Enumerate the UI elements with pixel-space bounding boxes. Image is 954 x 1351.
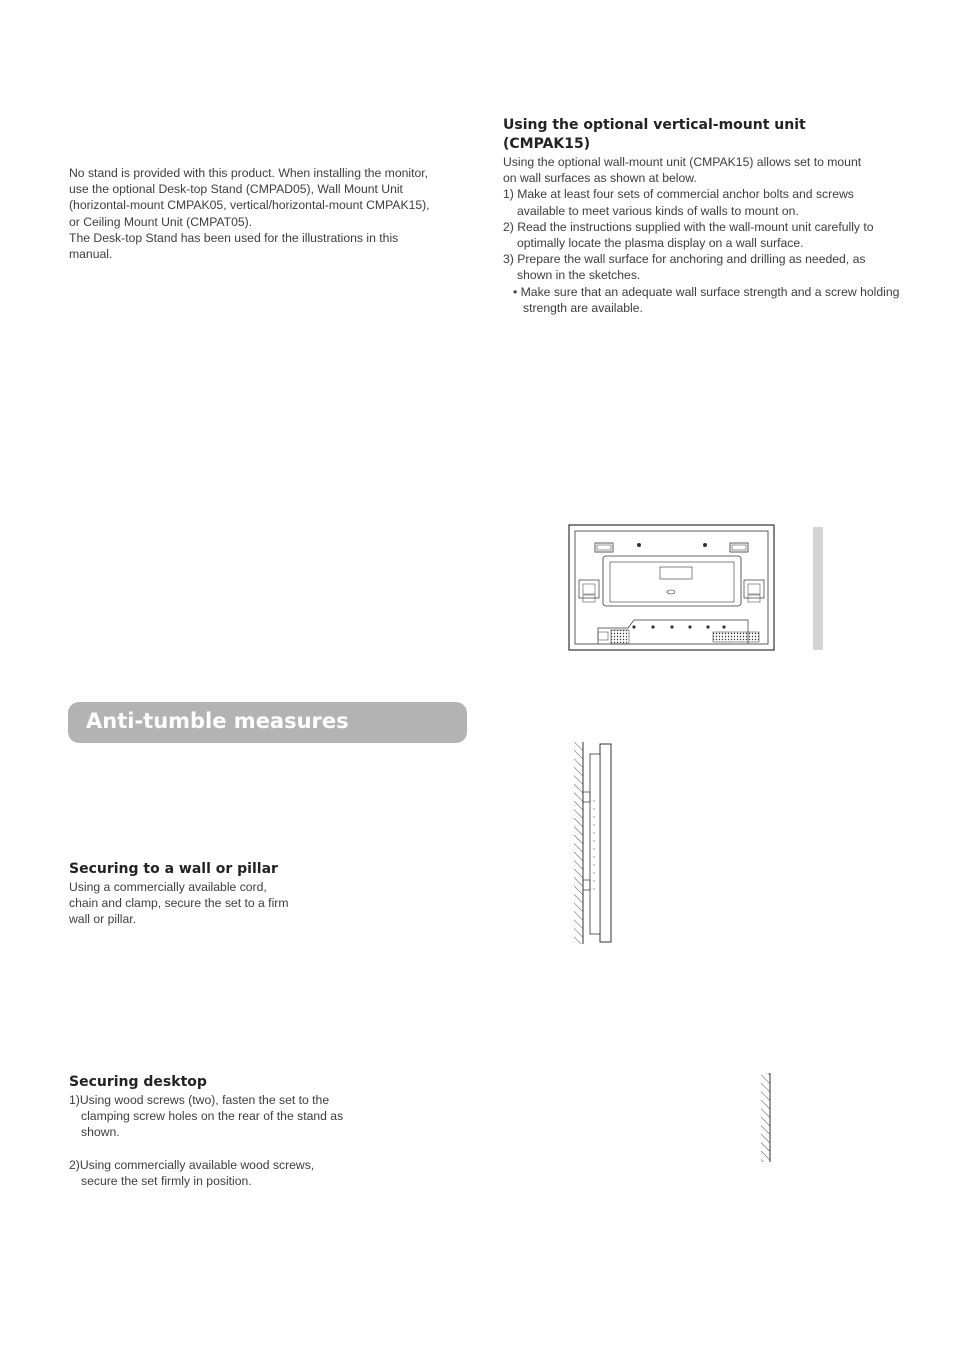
vertical-mount-note: • Make sure that an adequate wall surface strength and a screw holding strength are available.: [513, 284, 900, 315]
vertical-mount-step: 1) Make at least four sets of commercial anchor bolts and screws available to meet various kinds of walls to mount on.: [503, 187, 854, 218]
intro-line: The Desk-top Stand has been used for the illustrations in this: [69, 230, 399, 245]
intro-paragraph: [69, 165, 469, 262]
wall-pillar-line: wall or pillar.: [69, 912, 137, 927]
desktop-step: 2)Using commercially available wood screws, secure the set firmly in position.: [69, 1157, 315, 1188]
intro-line: use the optional Desk-top Stand (CMPAD05), Wall Mount Unit: [69, 182, 403, 197]
wall-pillar-section: [69, 860, 329, 928]
intro-line: No stand is provided with this product. When installing the monitor,: [69, 166, 429, 180]
vertical-mount-step: 2) Read the instructions supplied with the wall-mount unit carefully to optimally locate the plasma display on a wall surface.: [503, 219, 874, 251]
intro-line: (horizontal-mount CMPAK05, vertical/horizontal-mount CMPAK15),: [69, 198, 430, 213]
wall-pillar-body: [69, 879, 329, 928]
intro-line: or Ceiling Mount Unit (CMPAT05).: [69, 214, 253, 229]
vertical-mount-title: Using the optional vertical-mount unit (CMPAK15): [503, 117, 806, 152]
desktop-body: [69, 1092, 354, 1189]
desktop-title: Securing desktop: [69, 1074, 207, 1090]
desktop-step: 1)Using wood screws (two), fasten the set to the clamping screw holes on the rear of the stand as shown.: [69, 1093, 344, 1140]
wall-pillar-title: Securing to a wall or pillar: [69, 861, 278, 877]
vertical-mount-body: [503, 154, 903, 316]
gray-side-bar: [813, 527, 823, 650]
wall-mount-side-illustration: [572, 740, 614, 946]
vertical-mount-intro: Using the optional wall-mount unit (CMPAK15) allows set to mount: [503, 155, 862, 169]
desktop-wall-illustration: [758, 1072, 774, 1164]
monitor-rear-illustration: [568, 524, 778, 652]
desktop-section: [69, 1073, 354, 1189]
intro-line: manual.: [69, 247, 113, 262]
wall-pillar-line: Using a commercially available cord,: [69, 880, 267, 894]
anti-tumble-title: Anti-tumble measures: [86, 709, 349, 733]
vertical-mount-section: [503, 116, 903, 316]
wall-pillar-line: chain and clamp, secure the set to a firm: [69, 896, 289, 911]
vertical-mount-step: 3) Prepare the wall surface for anchoring and drilling as needed, as shown in the sketches.: [503, 252, 866, 283]
anti-tumble-banner: [68, 702, 467, 743]
desktop-spacer: [69, 1141, 354, 1157]
vertical-mount-intro: on wall surfaces as shown at below.: [503, 171, 697, 186]
